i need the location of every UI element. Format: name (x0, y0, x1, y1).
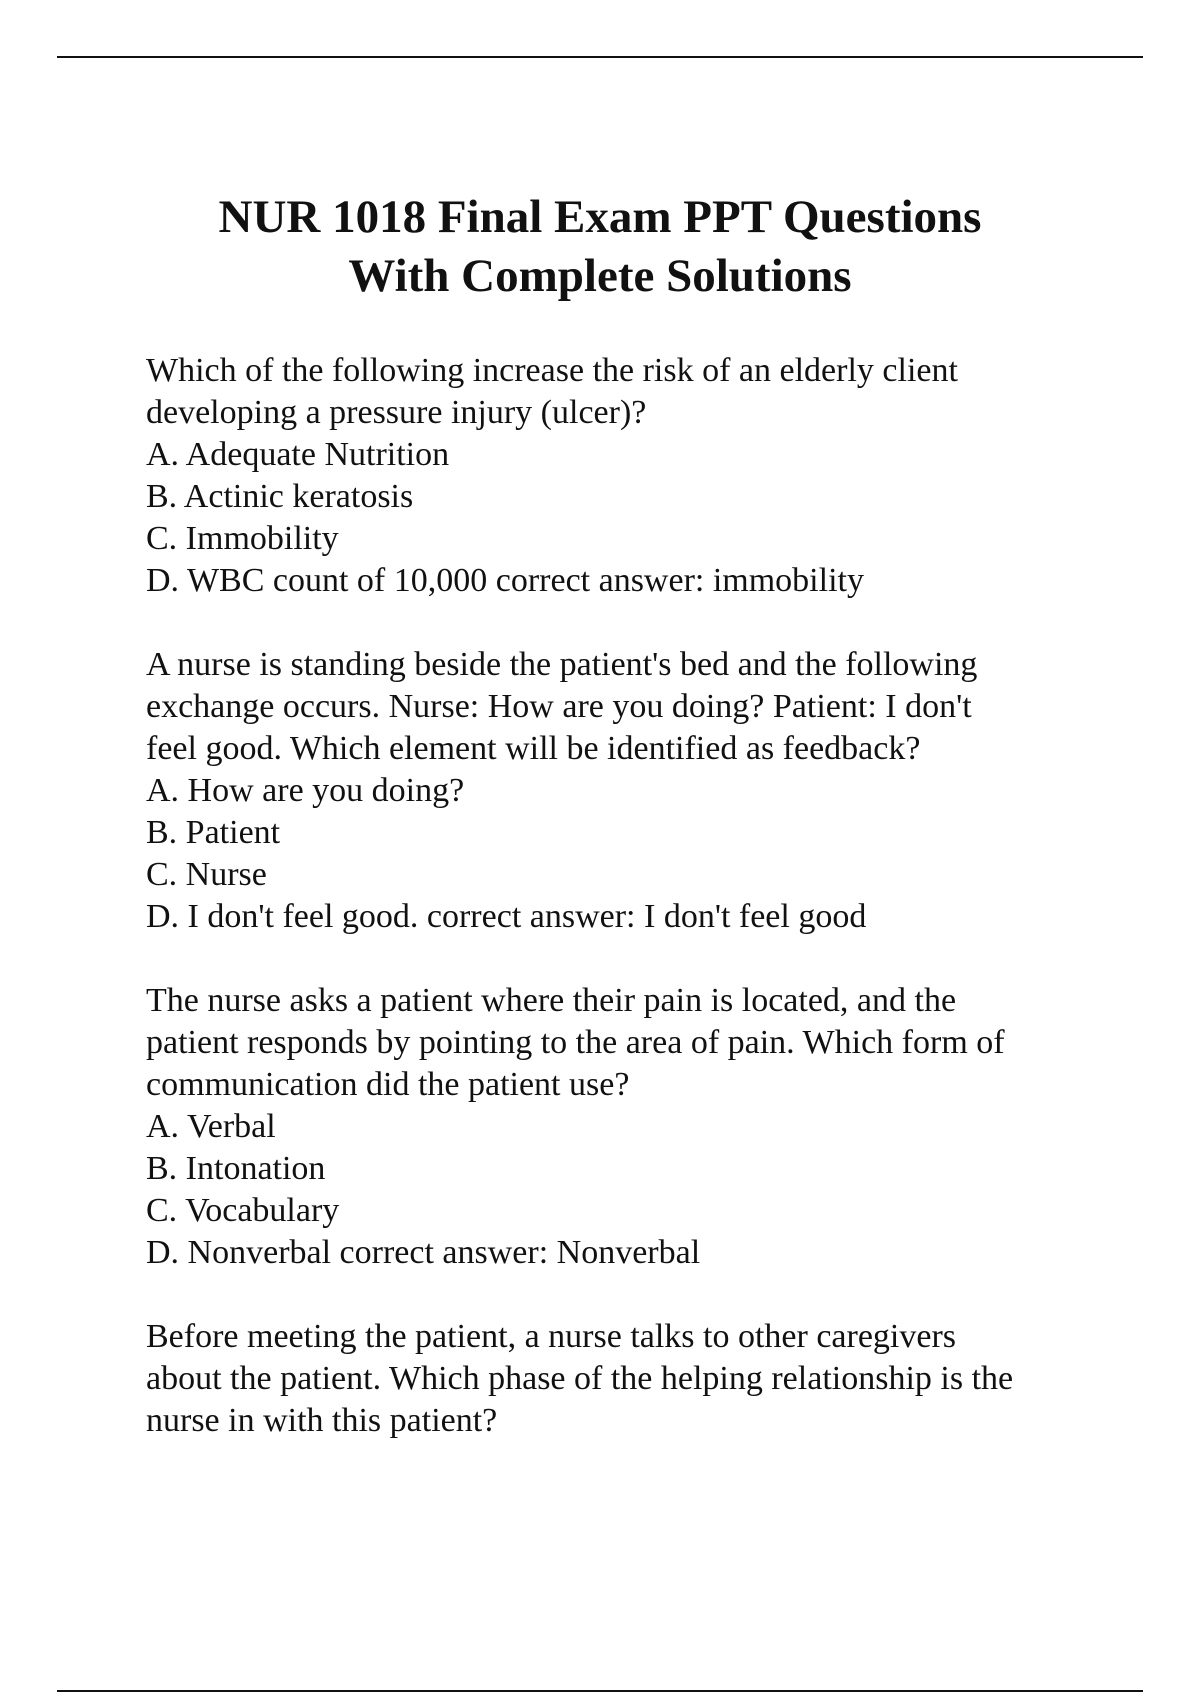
page-title (60, 188, 1140, 306)
questions-body (146, 350, 1106, 1484)
question-2-option-a: A. How are you doing? (146, 772, 465, 809)
question-2-stem-line-3: feel good. Which element will be identified as feedback? (146, 730, 921, 767)
question-1-option-a: A. Adequate Nutrition (146, 436, 450, 473)
question-4-stem-line-2: about the patient. Which phase of the helping relationship is the (146, 1360, 1014, 1397)
question-3-stem-line-1: The nurse asks a patient where their pain is located, and the (146, 982, 957, 1019)
question-2 (146, 644, 1106, 938)
question-2-stem-line-1: A nurse is standing beside the patient's bed and the following (146, 646, 978, 683)
question-4-stem-line-3: nurse in with this patient? (146, 1402, 498, 1439)
question-3-option-d-answer: D. Nonverbal correct answer: Nonverbal (146, 1234, 701, 1271)
question-1-option-b: B. Actinic keratosis (146, 478, 414, 515)
question-4 (146, 1316, 1106, 1442)
question-2-option-b: B. Patient (146, 814, 281, 851)
top-rule (57, 56, 1143, 58)
question-3-option-b: B. Intonation (146, 1150, 326, 1187)
bottom-rule (57, 1690, 1143, 1692)
question-2-stem-line-2: exchange occurs. Nurse: How are you doing? Patient: I don't (146, 688, 972, 725)
question-4-stem-line-1: Before meeting the patient, a nurse talks to other caregivers (146, 1318, 957, 1355)
title-line-2: With Complete Solutions (348, 250, 852, 302)
title-line-1: NUR 1018 Final Exam PPT Questions (218, 191, 982, 243)
question-3-option-c: C. Vocabulary (146, 1192, 340, 1229)
question-3-stem-line-2: patient responds by pointing to the area of pain. Which form of (146, 1024, 1005, 1061)
question-1 (146, 350, 1106, 602)
question-1-option-c: C. Immobility (146, 520, 339, 557)
question-3-stem-line-3: communication did the patient use? (146, 1066, 630, 1103)
question-1-stem-line-2: developing a pressure injury (ulcer)? (146, 394, 647, 431)
question-1-stem-line-1: Which of the following increase the risk of an elderly client (146, 352, 958, 389)
question-3 (146, 980, 1106, 1274)
question-3-option-a: A. Verbal (146, 1108, 276, 1145)
question-2-option-c: C. Nurse (146, 856, 267, 893)
question-1-option-d-answer: D. WBC count of 10,000 correct answer: immobility (146, 562, 864, 599)
question-2-option-d-answer: D. I don't feel good. correct answer: I don't feel good (146, 898, 867, 935)
